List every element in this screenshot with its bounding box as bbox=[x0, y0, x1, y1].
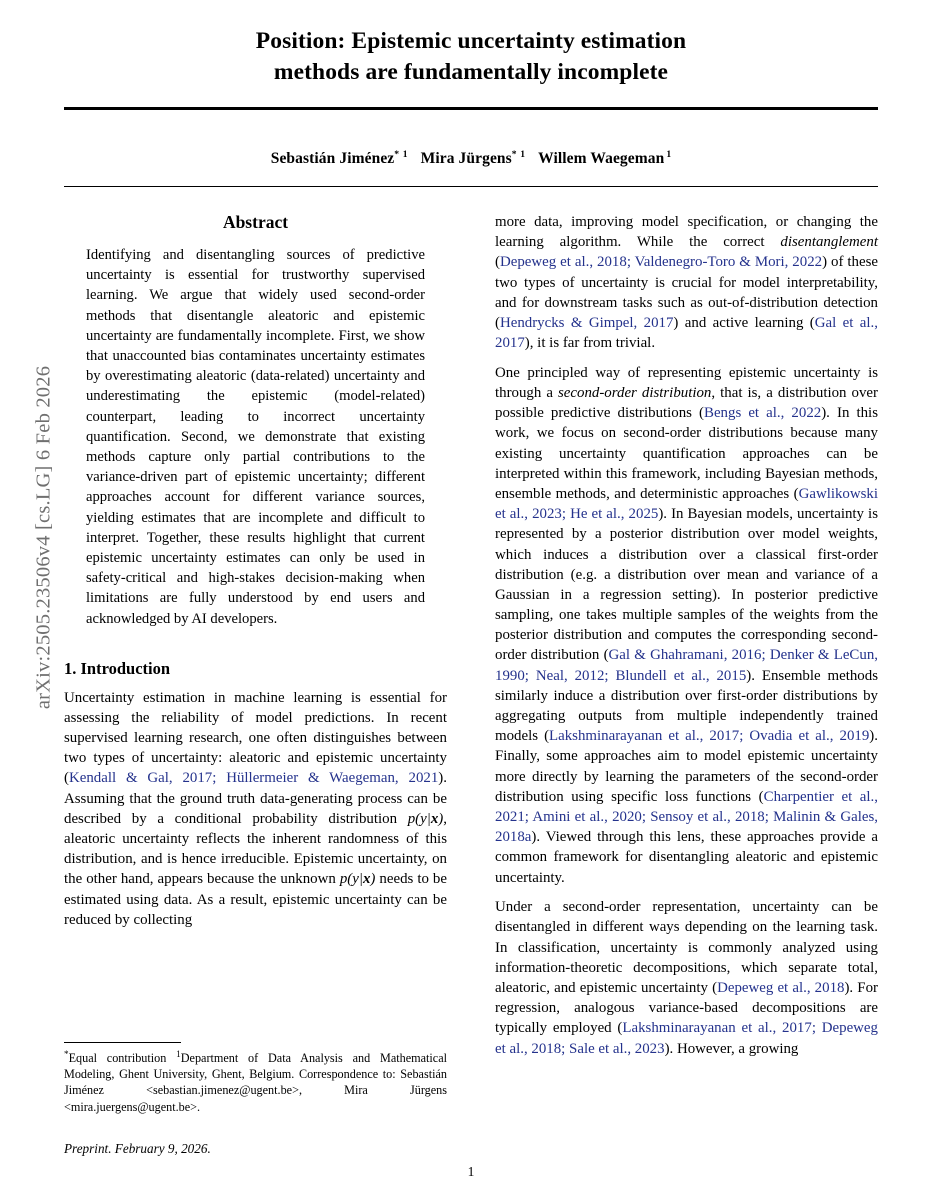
text-run: Under a second-order representation, uncertainty can be disentangled in different ways depending on the learning task. In classification, uncertainty is commonly analyzed using information-theoretic decompositions, which separate total, aleatoric, and epistemic uncertainty ( bbox=[495, 899, 878, 996]
author-3-name: Willem Waegeman bbox=[538, 150, 665, 168]
author-rule bbox=[64, 186, 878, 187]
text-run: Department of Data Analysis and Mathematical Modeling, Ghent University, Ghent, Belgium. Correspondence to: Sebastián Jiménez <sebastian.jimenez@ugent.be>, Mira Jürgens <mira.juergens@ugent.be>. bbox=[64, 1051, 447, 1114]
text-run: needs to be estimated using data. As a result, epistemic uncertainty can be reduced by collecting bbox=[64, 871, 447, 928]
text-run: , aleatoric uncertainty reflects the inherent randomness of this distribution, and is hence irreducible. Epistemic uncertainty, on the other hand, appears because the unknown bbox=[64, 810, 447, 888]
citation-link[interactable]: Depeweg et al., 2018 bbox=[499, 254, 627, 271]
citation-link[interactable]: Kendall & Gal, 2017 bbox=[68, 770, 213, 787]
citation-link[interactable]: Sale et al., 2023 bbox=[569, 1040, 665, 1057]
text-run: ) of these two types of uncertainty is crucial for model interpretability, and for downstream tasks such as out-of-distribution detection ( bbox=[495, 254, 878, 331]
author-3 bbox=[538, 150, 671, 167]
text-run: ). In this work, we focus on second-order distributions because many existing uncertainty quantification approaches can be interpreted within this framework, including Bayesian methods, ensemble methods, and deterministic approaches ( bbox=[495, 405, 878, 502]
citation-link[interactable]: Sensoy et al., 2018 bbox=[650, 808, 765, 825]
text-run: more data, improving model specification, or changing the learning algorithm. While the correct bbox=[495, 214, 878, 251]
citation-link[interactable]: Neal, 2012 bbox=[535, 667, 605, 684]
left-column bbox=[64, 212, 447, 930]
citation-link[interactable]: He et al., 2025 bbox=[570, 506, 659, 523]
text-run: ). Assuming that the ground truth data-generating process can be described by a conditional probability distribution bbox=[64, 770, 447, 827]
emphasis-run: second-order distribution bbox=[558, 385, 712, 401]
footnote-marker-one: 1 bbox=[176, 1049, 181, 1060]
page-number: 1 bbox=[467, 1164, 475, 1179]
footnote-block bbox=[64, 1042, 447, 1157]
footnote-rule bbox=[64, 1042, 181, 1043]
text-run: ; bbox=[739, 728, 750, 745]
text-run: One principled way of representing epistemic uncertainty is through a bbox=[495, 364, 878, 401]
text-run: Equal contribution bbox=[68, 1051, 177, 1066]
author-1-marks: * 1 bbox=[394, 149, 408, 161]
text-run: ). However, a growing bbox=[664, 1040, 799, 1057]
citation-link[interactable]: Hendrycks & Gimpel, 2017 bbox=[499, 314, 674, 331]
citation-link[interactable]: Lakshminarayanan et al., 2017 bbox=[622, 1020, 812, 1037]
footnote-text bbox=[64, 1050, 447, 1115]
title-line-1: Position: Epistemic uncertainty estimation bbox=[255, 28, 687, 54]
citation-link[interactable]: Gawlikowski et al., 2023 bbox=[495, 485, 878, 523]
section-heading-introduction: 1. Introduction bbox=[64, 658, 171, 678]
text-run: ; bbox=[604, 667, 616, 684]
right-paragraph-2 bbox=[495, 363, 878, 888]
author-3-marks: 1 bbox=[664, 149, 672, 161]
text-run: Uncertainty estimation in machine learning is essential for assessing the reliability of model predictions. In recent supervised learning research, one often distinguishes between two types of uncertainty: aleatoric and epistemic uncertainty ( bbox=[64, 689, 447, 787]
author-1-name: Sebastián Jiménez bbox=[270, 150, 395, 168]
text-run: ; bbox=[561, 1040, 570, 1057]
author-2 bbox=[421, 150, 526, 167]
emphasis-run: disentanglement bbox=[780, 234, 878, 251]
text-run: ; bbox=[761, 647, 770, 664]
intro-paragraph-1 bbox=[64, 688, 447, 930]
right-column bbox=[495, 212, 878, 1068]
text-run: ). Ensemble methods similarly induce a distribution over first-order distributions by aggregating outputs from multiple independently trained models ( bbox=[495, 667, 878, 745]
text-run: , that is, a distribution over possible predictive distributions ( bbox=[495, 385, 878, 422]
text-run: ; bbox=[626, 254, 635, 271]
citation-link[interactable]: Valdenegro-Toro & Mori, 2022 bbox=[634, 254, 823, 271]
author-2-name: Mira Jürgens bbox=[420, 150, 512, 168]
title-line-2: methods are fundamentally incomplete bbox=[273, 59, 669, 86]
text-run: ), it is far from trivial. bbox=[524, 335, 656, 352]
preprint-notice: Preprint. February 9, 2026. bbox=[64, 1140, 211, 1156]
text-run: ; bbox=[524, 808, 533, 825]
text-run: ; bbox=[561, 506, 571, 523]
citation-link[interactable]: Hüllermeier & Waegeman, 2021 bbox=[226, 770, 439, 787]
text-run: ). Finally, some approaches aim to model epistemic uncertainty more directly by learning the parameters of the second-order distribution using specific loss functions ( bbox=[495, 728, 878, 805]
text-run: ). Viewed through this lens, these approaches provide a common framework for disentangling aleatoric and epistemic uncertainty. bbox=[495, 829, 878, 886]
author-2-marks: * 1 bbox=[511, 149, 526, 161]
text-run: ; bbox=[524, 667, 536, 684]
text-run: ). In Bayesian models, uncertainty is represented by a posterior distribution over model weights, which induces a distribution over a classical first-order distribution (e.g. a distribution over mean and variance of a Gaussian in a regression setting). In posterior predictive sampling, one takes multiple samples of the weights from the posterior distribution and computes the corresponding second-order distribution ( bbox=[495, 506, 878, 664]
citation-link[interactable]: Lakshminarayanan et al., 2017 bbox=[549, 728, 740, 745]
citation-link[interactable]: Charpentier et al., 2021 bbox=[495, 788, 879, 825]
math-inline-2: p(y|x) bbox=[339, 871, 376, 888]
citation-link[interactable]: Ovadia et al., 2019 bbox=[749, 728, 870, 745]
text-run: ; bbox=[811, 1020, 822, 1037]
arxiv-stamp: arXiv:2505.23506v4 [cs.LG] 6 Feb 2026 bbox=[32, 365, 55, 710]
abstract-heading: Abstract bbox=[222, 212, 289, 232]
footnote-marker-star: * bbox=[64, 1049, 69, 1060]
citation-link[interactable]: Gal et al., 2017 bbox=[495, 314, 878, 352]
body-columns bbox=[64, 212, 878, 1162]
citation-link[interactable]: Blundell et al., 2015 bbox=[615, 667, 747, 684]
citation-link[interactable]: Malinin & Gales, 2018a bbox=[495, 808, 878, 846]
author-list bbox=[64, 110, 878, 168]
text-run: ) and active learning ( bbox=[673, 314, 815, 331]
text-run: ( bbox=[495, 254, 500, 271]
citation-link[interactable]: Depeweg et al., 2018 bbox=[495, 1020, 878, 1057]
paper-header bbox=[64, 0, 878, 187]
text-run: ; bbox=[212, 770, 227, 787]
page-title bbox=[64, 0, 878, 89]
citation-link[interactable]: Bengs et al., 2022 bbox=[704, 405, 822, 422]
right-paragraph-3 bbox=[495, 897, 878, 1059]
math-inline-1: p(y|x) bbox=[407, 810, 444, 827]
citation-link[interactable]: Depeweg et al., 2018 bbox=[717, 979, 845, 996]
abstract-text: Identifying and disentangling sources of predictive uncertainty is essential for trustworthy supervised learning. We argue that widely used second-order methods that disentangle aleatoric and epistemic uncertainty are fundamentally incomplete. First, we show that unaccounted bias contaminates uncertainty estimates by overestimating aleatoric (data-related) uncertainty and underestimating the epistemic (model-related) counterpart, leading to incorrect uncertainty quantification. Second, we demonstrate that existing methods capture only partial contributions to the variance-driven part of epistemic uncertainty; different approaches account for different variance sources, yielding estimates that are incomplete and difficult to interpret. Together, these results highlight that current epistemic uncertainty estimates can only be used in safety-critical and high-stakes decision-making when limitations are fully understood by end users and acknowledged by AI developers. bbox=[86, 247, 425, 627]
citation-link[interactable]: Denker & LeCun, 1990 bbox=[495, 647, 878, 684]
text-run: ; bbox=[641, 808, 651, 825]
text-run: ). For regression, analogous variance-based decompositions are typically employed ( bbox=[495, 979, 878, 1037]
right-paragraph-1 bbox=[495, 212, 878, 353]
citation-link[interactable]: Amini et al., 2020 bbox=[532, 808, 642, 825]
author-1 bbox=[271, 150, 408, 167]
text-run: ; bbox=[764, 808, 774, 825]
citation-link[interactable]: Gal & Ghahramani, 2016 bbox=[608, 647, 762, 664]
